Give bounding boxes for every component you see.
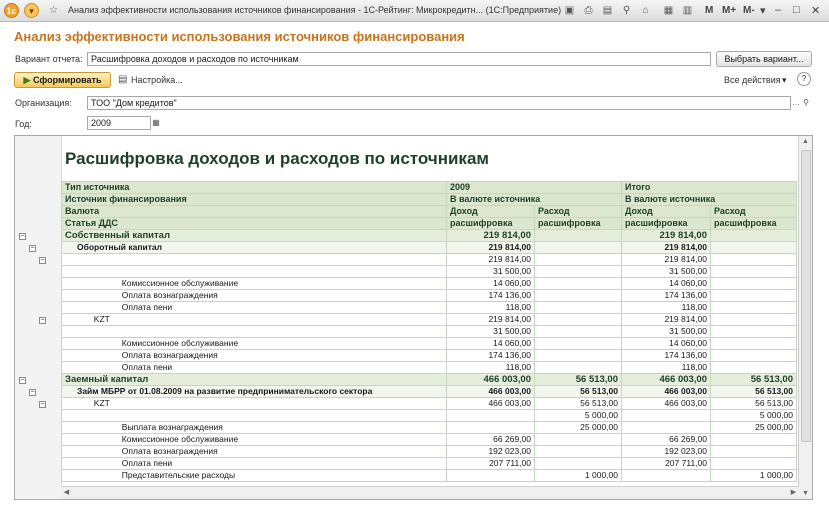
- expense-cell: [535, 242, 622, 254]
- collapse-toggle-icon[interactable]: −: [40, 256, 45, 264]
- variant-field[interactable]: Расшифровка доходов и расходов по источникам: [87, 52, 711, 66]
- year-calendar-icon[interactable]: ▦: [152, 118, 160, 127]
- income-cell: [447, 410, 535, 422]
- header-row-currency: [62, 206, 797, 218]
- header-cell: Статья ДДС: [62, 218, 447, 230]
- total-expense-cell: [711, 338, 797, 350]
- income-cell: 118,00: [447, 362, 535, 374]
- income-cell: 31 500,00: [447, 266, 535, 278]
- expense-cell: [535, 458, 622, 470]
- income-cell: 219 814,00: [447, 314, 535, 326]
- scroll-right-icon[interactable]: ▶: [790, 489, 797, 496]
- table-row[interactable]: [62, 278, 797, 290]
- expense-cell: 56 513,00: [535, 398, 622, 410]
- total-income-cell: 207 711,00: [622, 458, 711, 470]
- row-name-cell: [62, 266, 447, 278]
- income-cell: 192 023,00: [447, 446, 535, 458]
- row-name-cell: KZT: [62, 314, 447, 326]
- income-cell: [447, 422, 535, 434]
- variant-label: Вариант отчета:: [15, 54, 83, 64]
- all-actions-chevron-icon[interactable]: ▾: [782, 75, 787, 85]
- total-income-cell: 31 500,00: [622, 266, 711, 278]
- expense-cell: [535, 266, 622, 278]
- total-income-cell: 31 500,00: [622, 326, 711, 338]
- header-cell: Расход: [535, 206, 622, 218]
- total-income-cell: 466 003,00: [622, 386, 711, 398]
- total-income-cell: 118,00: [622, 362, 711, 374]
- memory-m-button[interactable]: M: [705, 5, 714, 16]
- table-row[interactable]: [62, 386, 797, 398]
- link-icon[interactable]: ⚲: [622, 5, 631, 16]
- organization-field[interactable]: ТОО "Дом кредитов": [87, 96, 791, 110]
- total-expense-cell: [711, 326, 797, 338]
- total-income-cell: [622, 422, 711, 434]
- expense-cell: 25 000,00: [535, 422, 622, 434]
- row-name-cell: Оплата вознаграждения: [62, 446, 447, 458]
- row-name-cell: [62, 326, 447, 338]
- income-cell: 174 136,00: [447, 290, 535, 302]
- income-cell: 466 003,00: [447, 374, 535, 386]
- total-expense-cell: [711, 362, 797, 374]
- table-row[interactable]: [62, 458, 797, 470]
- scroll-left-icon[interactable]: ◀: [63, 489, 70, 496]
- total-income-cell: 466 003,00: [622, 374, 711, 386]
- table-row[interactable]: [62, 230, 797, 242]
- header-cell: расшифровка: [535, 218, 622, 230]
- memory-mplus-button[interactable]: M+: [722, 5, 737, 16]
- total-income-cell: 219 814,00: [622, 254, 711, 266]
- header-row-source: [62, 194, 797, 206]
- row-name-cell: Комиссионное обслуживание: [62, 278, 447, 290]
- expense-cell: [535, 326, 622, 338]
- header-cell: Валюта: [62, 206, 447, 218]
- total-expense-cell: [711, 302, 797, 314]
- header-cell: расшифровка: [711, 218, 797, 230]
- preview-icon[interactable]: ▤: [602, 5, 613, 16]
- save-icon[interactable]: ▣: [564, 5, 575, 16]
- total-income-cell: 192 023,00: [622, 446, 711, 458]
- table-row[interactable]: [62, 314, 797, 326]
- home-icon[interactable]: ⌂: [642, 5, 649, 16]
- expense-cell: [535, 302, 622, 314]
- expense-cell: [535, 278, 622, 290]
- memory-mminus-button[interactable]: M-: [743, 5, 755, 16]
- scroll-up-icon[interactable]: ▲: [802, 138, 809, 145]
- income-cell: 466 003,00: [447, 398, 535, 410]
- header-cell: Доход: [447, 206, 535, 218]
- calendar-icon[interactable]: ▥: [682, 5, 693, 16]
- table-row[interactable]: [62, 434, 797, 446]
- row-name-cell: Комиссионное обслуживание: [62, 434, 447, 446]
- expense-cell: 56 513,00: [535, 386, 622, 398]
- total-expense-cell: [711, 254, 797, 266]
- table-row[interactable]: [62, 266, 797, 278]
- total-income-cell: 466 003,00: [622, 398, 711, 410]
- header-row-type: [62, 182, 797, 194]
- total-expense-cell: [711, 230, 797, 242]
- calculator-icon[interactable]: ▦: [663, 5, 674, 16]
- table-row[interactable]: [62, 422, 797, 434]
- total-expense-cell: [711, 446, 797, 458]
- income-cell: 14 060,00: [447, 278, 535, 290]
- total-income-cell: 219 814,00: [622, 314, 711, 326]
- table-row[interactable]: [62, 338, 797, 350]
- row-name-cell: Выплата вознаграждения: [62, 422, 447, 434]
- total-expense-cell: [711, 434, 797, 446]
- app-logo-icon[interactable]: 1c: [4, 3, 19, 18]
- expense-cell: [535, 254, 622, 266]
- total-expense-cell: 25 000,00: [711, 422, 797, 434]
- collapse-toggle-icon[interactable]: −: [40, 316, 45, 324]
- settings-icon[interactable]: ▤: [118, 74, 128, 85]
- row-name-cell: Собственный капитал: [62, 230, 447, 242]
- income-cell: 207 711,00: [447, 458, 535, 470]
- total-income-cell: 66 269,00: [622, 434, 711, 446]
- expense-cell: [535, 350, 622, 362]
- collapse-toggle-icon[interactable]: −: [20, 232, 25, 240]
- menu-icon[interactable]: ▾: [24, 3, 39, 18]
- total-income-cell: [622, 410, 711, 422]
- total-expense-cell: [711, 242, 797, 254]
- collapse-toggle-icon[interactable]: −: [30, 244, 35, 252]
- total-expense-cell: [711, 290, 797, 302]
- row-name-cell: Оплата пени: [62, 458, 447, 470]
- expense-cell: [535, 290, 622, 302]
- header-cell: 2009: [447, 182, 622, 194]
- row-name-cell: Оплата вознаграждения: [62, 290, 447, 302]
- close-icon[interactable]: ✕: [811, 5, 821, 17]
- play-icon: ▶: [23, 75, 31, 85]
- print-icon[interactable]: ⎙: [584, 5, 593, 16]
- row-name-cell: [62, 410, 447, 422]
- income-cell: 66 269,00: [447, 434, 535, 446]
- window-title: Анализ эффективности использования источников финансирования - 1С-Рейтинг: Микрокредитн... (1С:Предприятие): [68, 5, 562, 15]
- income-cell: 118,00: [447, 302, 535, 314]
- row-name-cell: Займ МБРР от 01.08.2009 на развитие предпринимательского сектора: [62, 386, 447, 398]
- total-expense-cell: [711, 314, 797, 326]
- table-row[interactable]: [62, 398, 797, 410]
- table-row[interactable]: [62, 446, 797, 458]
- total-expense-cell: [711, 350, 797, 362]
- total-expense-cell: [711, 266, 797, 278]
- income-cell: 466 003,00: [447, 386, 535, 398]
- row-name-cell: Оплата пени: [62, 302, 447, 314]
- income-cell: 219 814,00: [447, 242, 535, 254]
- header-cell: Доход: [622, 206, 711, 218]
- header-cell: Итого: [622, 182, 797, 194]
- expense-cell: [535, 434, 622, 446]
- expense-cell: 1 000,00: [535, 470, 622, 482]
- header-cell: Тип источника: [62, 182, 447, 194]
- generate-button[interactable]: [14, 72, 111, 88]
- row-name-cell: Оплата вознаграждения: [62, 350, 447, 362]
- total-income-cell: 219 814,00: [622, 242, 711, 254]
- row-name-cell: Оплата пени: [62, 362, 447, 374]
- table-row[interactable]: [62, 326, 797, 338]
- header-cell: В валюте источника: [447, 194, 622, 206]
- total-income-cell: 174 136,00: [622, 290, 711, 302]
- header-cell: расшифровка: [447, 218, 535, 230]
- scroll-down-icon[interactable]: ▼: [802, 490, 809, 497]
- table-row[interactable]: [62, 242, 797, 254]
- total-expense-cell: 56 513,00: [711, 398, 797, 410]
- settings-button[interactable]: Настройка...: [131, 75, 183, 85]
- horizontal-scrollbar[interactable]: [61, 486, 799, 499]
- all-actions-menu[interactable]: Все действия: [724, 75, 781, 85]
- header-cell: В валюте источника: [622, 194, 797, 206]
- expense-cell: [535, 230, 622, 242]
- table-row[interactable]: [62, 374, 797, 386]
- collapse-toggle-icon[interactable]: −: [40, 400, 45, 408]
- table-row[interactable]: [62, 302, 797, 314]
- report-title: Расшифровка доходов и расходов по источникам: [65, 149, 489, 168]
- total-income-cell: [622, 470, 711, 482]
- expense-cell: 5 000,00: [535, 410, 622, 422]
- income-cell: [447, 470, 535, 482]
- header-cell: Расход: [711, 206, 797, 218]
- row-name-cell: KZT: [62, 398, 447, 410]
- row-name-cell: [62, 254, 447, 266]
- expense-cell: [535, 314, 622, 326]
- expense-cell: [535, 338, 622, 350]
- scroll-thumb[interactable]: [801, 150, 811, 442]
- total-expense-cell: 5 000,00: [711, 410, 797, 422]
- table-row[interactable]: [62, 470, 797, 482]
- total-expense-cell: 56 513,00: [711, 386, 797, 398]
- expense-cell: [535, 446, 622, 458]
- total-income-cell: 174 136,00: [622, 350, 711, 362]
- report-table: [61, 181, 797, 482]
- organization-label: Организация:: [15, 98, 72, 108]
- maximize-icon[interactable]: □: [793, 4, 800, 16]
- organization-select-icon[interactable]: …: [792, 98, 800, 107]
- year-label: Год:: [15, 119, 32, 129]
- row-name-cell: Заемный капитал: [62, 374, 447, 386]
- total-expense-cell: 56 513,00: [711, 374, 797, 386]
- total-income-cell: 14 060,00: [622, 338, 711, 350]
- generate-button-label: Сформировать: [32, 75, 102, 85]
- help-icon[interactable]: ?: [797, 72, 811, 86]
- row-name-cell: Комиссионное обслуживание: [62, 338, 447, 350]
- header-row-article: [62, 218, 797, 230]
- header-cell: Источник финансирования: [62, 194, 447, 206]
- table-row[interactable]: [62, 362, 797, 374]
- total-expense-cell: 1 000,00: [711, 470, 797, 482]
- collapse-toggle-icon[interactable]: −: [20, 376, 25, 384]
- organization-search-icon[interactable]: ⚲: [803, 98, 809, 107]
- table-row[interactable]: [62, 254, 797, 266]
- income-cell: 174 136,00: [447, 350, 535, 362]
- income-cell: 219 814,00: [447, 254, 535, 266]
- total-income-cell: 14 060,00: [622, 278, 711, 290]
- row-name-cell: Оборотный капитал: [62, 242, 447, 254]
- table-row[interactable]: [62, 410, 797, 422]
- total-expense-cell: [711, 458, 797, 470]
- dropdown-icon[interactable]: ▾: [760, 5, 766, 17]
- total-expense-cell: [711, 278, 797, 290]
- window-titlebar: [0, 0, 829, 22]
- income-cell: 31 500,00: [447, 326, 535, 338]
- table-row[interactable]: [62, 290, 797, 302]
- income-cell: 219 814,00: [447, 230, 535, 242]
- year-field[interactable]: 2009: [87, 116, 151, 130]
- expense-cell: 56 513,00: [535, 374, 622, 386]
- collapse-toggle-icon[interactable]: −: [30, 388, 35, 396]
- total-income-cell: 219 814,00: [622, 230, 711, 242]
- vertical-scrollbar[interactable]: [798, 136, 812, 499]
- minimize-icon[interactable]: –: [775, 4, 782, 16]
- header-cell: расшифровка: [622, 218, 711, 230]
- income-cell: 14 060,00: [447, 338, 535, 350]
- row-name-cell: Представительские расходы: [62, 470, 447, 482]
- expense-cell: [535, 362, 622, 374]
- table-row[interactable]: [62, 350, 797, 362]
- favorite-star-icon[interactable]: ☆: [49, 5, 58, 16]
- total-income-cell: 118,00: [622, 302, 711, 314]
- form-title: Анализ эффективности использования источников финансирования: [14, 29, 465, 44]
- choose-variant-button[interactable]: Выбрать вариант...: [716, 51, 812, 67]
- report-area[interactable]: [14, 135, 813, 500]
